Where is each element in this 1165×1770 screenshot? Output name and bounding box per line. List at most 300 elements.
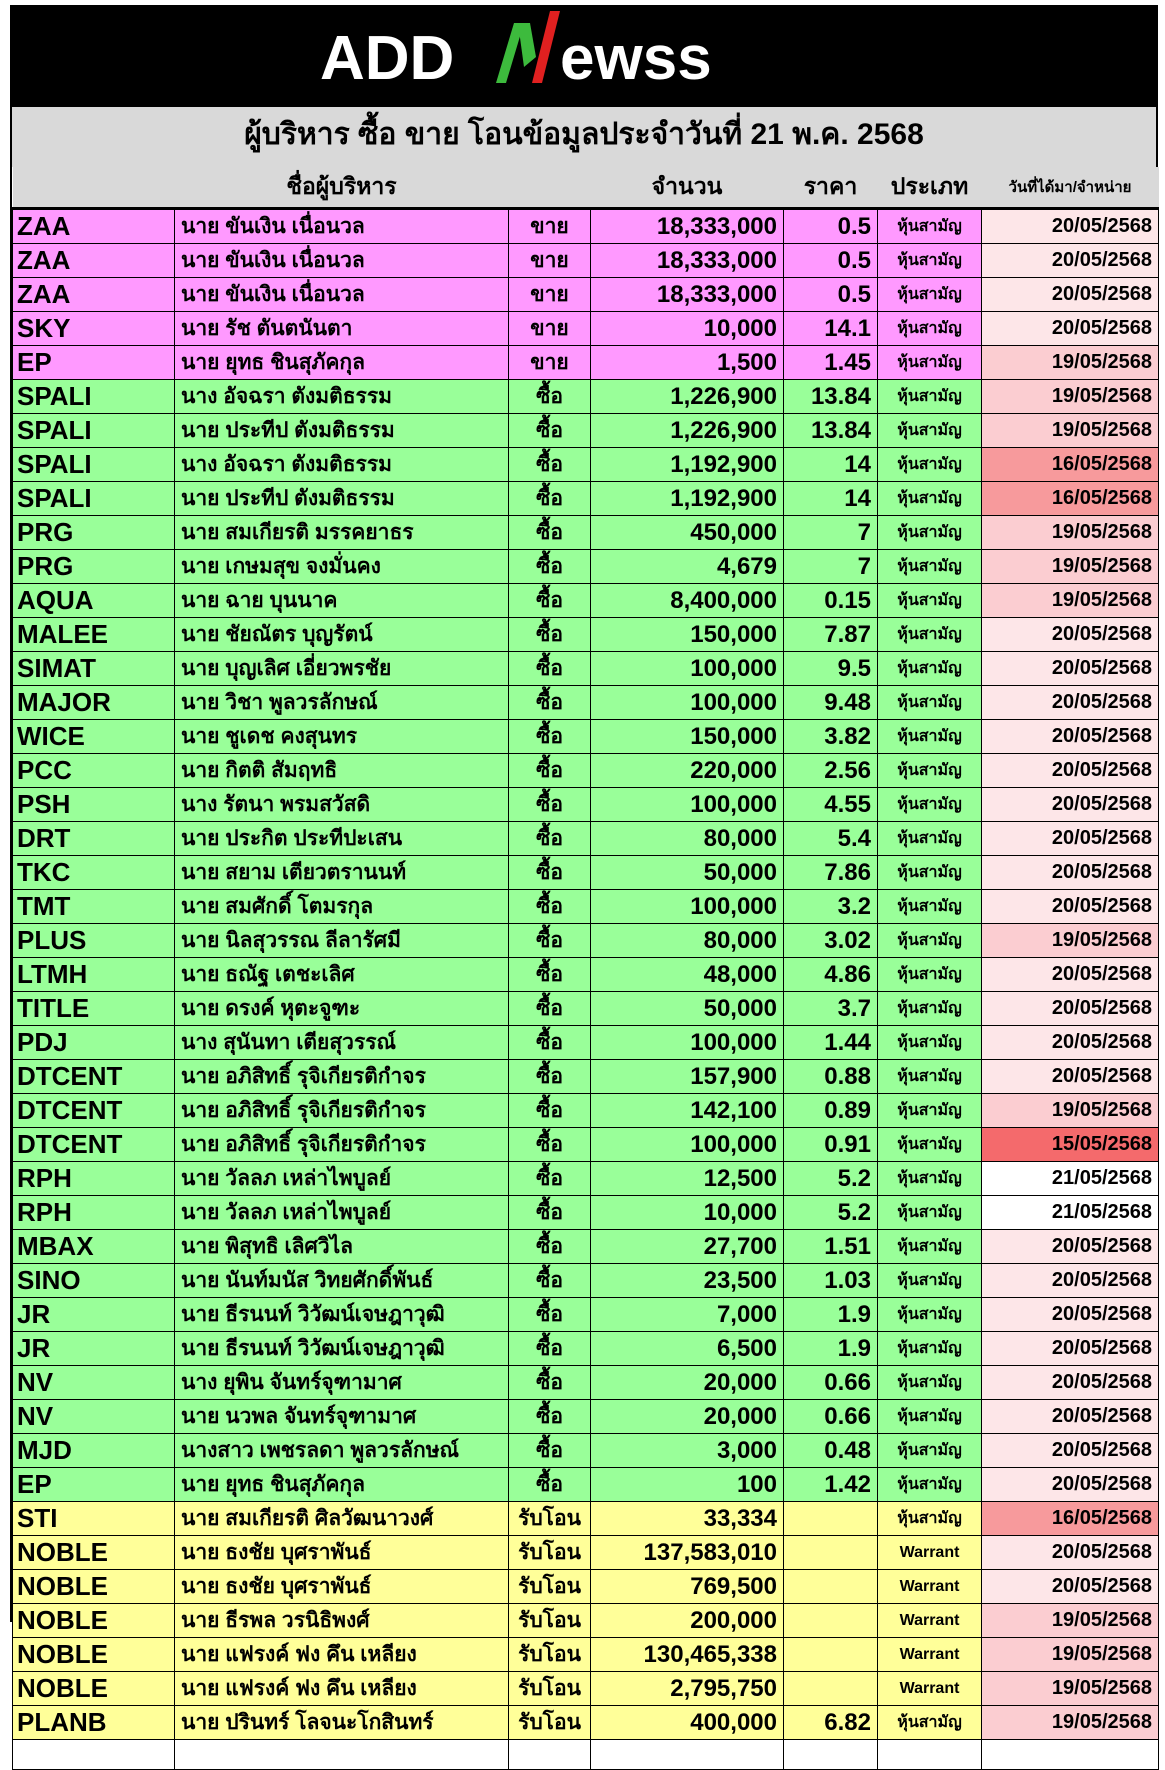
name-cell: นาย ธีรนนท์ วิวัฒน์เจษฎาวุฒิ	[175, 1298, 509, 1332]
volume-cell: 80,000	[591, 924, 784, 958]
price-cell: 9.5	[784, 652, 878, 686]
date-cell: 20/05/2568	[982, 788, 1159, 822]
symbol-cell: NV	[13, 1400, 175, 1434]
volume-cell: 100,000	[591, 652, 784, 686]
type-cell: หุ้นสามัญ	[878, 584, 982, 618]
volume-cell: 18,333,000	[591, 244, 784, 278]
volume-cell: 769,500	[591, 1570, 784, 1604]
symbol-cell: RPH	[13, 1162, 175, 1196]
volume-cell: 137,583,010	[591, 1536, 784, 1570]
price-cell: 0.15	[784, 584, 878, 618]
action-cell: ซื้อ	[509, 1434, 591, 1468]
table-row	[13, 1060, 1159, 1094]
table-row	[13, 720, 1159, 754]
name-cell: นาย วิชา พูลวรลักษณ์	[175, 686, 509, 720]
symbol-cell: TKC	[13, 856, 175, 890]
type-cell: Warrant	[878, 1536, 982, 1570]
price-cell: 0.5	[784, 278, 878, 312]
type-cell: หุ้นสามัญ	[878, 380, 982, 414]
table-row	[13, 618, 1159, 652]
action-cell: ซื้อ	[509, 720, 591, 754]
volume-cell: 50,000	[591, 992, 784, 1026]
name-cell: นาย อภิสิทธิ์ รุจิเกียรติกำจร	[175, 1094, 509, 1128]
name-cell: นาย อภิสิทธิ์ รุจิเกียรติกำจร	[175, 1128, 509, 1162]
name-cell: นาย ดรงค์ หุตะจูฑะ	[175, 992, 509, 1026]
name-cell: นาย อภิสิทธิ์ รุจิเกียรติกำจร	[175, 1060, 509, 1094]
price-cell	[784, 1502, 878, 1536]
table-body	[13, 209, 1159, 1770]
table-row	[13, 1128, 1159, 1162]
insider-trades-table	[12, 167, 1159, 1770]
type-cell: หุ้นสามัญ	[878, 482, 982, 516]
price-cell: 0.66	[784, 1366, 878, 1400]
symbol-cell: EP	[13, 346, 175, 380]
date-cell: 19/05/2568	[982, 550, 1159, 584]
table-row	[13, 550, 1159, 584]
date-cell: 16/05/2568	[982, 482, 1159, 516]
table-row	[13, 1298, 1159, 1332]
price-cell: 7	[784, 550, 878, 584]
date-cell: 20/05/2568	[982, 958, 1159, 992]
date-cell: 20/05/2568	[982, 890, 1159, 924]
action-cell: ซื้อ	[509, 958, 591, 992]
name-cell: นาย สมเกียรติ ศิลวัฒนาวงศ์	[175, 1502, 509, 1536]
action-cell: ซื้อ	[509, 1060, 591, 1094]
volume-cell: 48,000	[591, 958, 784, 992]
date-cell: 19/05/2568	[982, 584, 1159, 618]
table-row	[13, 1332, 1159, 1366]
type-cell: หุ้นสามัญ	[878, 1502, 982, 1536]
action-cell: ซื้อ	[509, 1094, 591, 1128]
price-cell	[784, 1638, 878, 1672]
date-cell: 20/05/2568	[982, 856, 1159, 890]
type-cell: หุ้นสามัญ	[878, 856, 982, 890]
symbol-cell: PLANB	[13, 1706, 175, 1740]
symbol-cell	[13, 1740, 175, 1770]
volume-cell: 23,500	[591, 1264, 784, 1298]
name-cell: นาย สมศักดิ์ โตมรกุล	[175, 890, 509, 924]
table-row	[13, 890, 1159, 924]
table-row	[13, 924, 1159, 958]
volume-cell: 100,000	[591, 1026, 784, 1060]
brand-logo-text-add: ADD	[320, 24, 455, 93]
action-cell: รับโอน	[509, 1706, 591, 1740]
table-row	[13, 516, 1159, 550]
symbol-cell: JR	[13, 1332, 175, 1366]
price-cell: 3.82	[784, 720, 878, 754]
name-cell: นาง รัตนา พรมสวัสดิ	[175, 788, 509, 822]
type-cell: Warrant	[878, 1672, 982, 1706]
type-cell: หุ้นสามัญ	[878, 788, 982, 822]
volume-cell: 142,100	[591, 1094, 784, 1128]
type-cell: หุ้นสามัญ	[878, 312, 982, 346]
volume-cell	[591, 1740, 784, 1770]
table-row	[13, 584, 1159, 618]
name-cell: นาง อัจฉรา ตังมติธรรม	[175, 448, 509, 482]
type-cell: หุ้นสามัญ	[878, 754, 982, 788]
volume-cell: 6,500	[591, 1332, 784, 1366]
type-cell: หุ้นสามัญ	[878, 1468, 982, 1502]
type-cell: หุ้นสามัญ	[878, 278, 982, 312]
action-cell: ซื้อ	[509, 618, 591, 652]
date-cell	[982, 1740, 1159, 1770]
table-row	[13, 1264, 1159, 1298]
date-cell: 19/05/2568	[982, 346, 1159, 380]
date-cell: 20/05/2568	[982, 1570, 1159, 1604]
symbol-cell: SIMAT	[13, 652, 175, 686]
volume-cell: 1,192,900	[591, 448, 784, 482]
date-cell: 21/05/2568	[982, 1196, 1159, 1230]
date-cell: 20/05/2568	[982, 1468, 1159, 1502]
volume-cell: 1,500	[591, 346, 784, 380]
action-cell: ซื้อ	[509, 1332, 591, 1366]
type-cell: Warrant	[878, 1638, 982, 1672]
type-cell	[878, 1740, 982, 1770]
action-cell: ขาย	[509, 209, 591, 244]
volume-cell: 20,000	[591, 1366, 784, 1400]
price-cell: 13.84	[784, 414, 878, 448]
action-cell: ขาย	[509, 312, 591, 346]
volume-cell: 100,000	[591, 1128, 784, 1162]
name-cell: นาย วัลลภ เหล่าไพบูลย์	[175, 1162, 509, 1196]
volume-cell: 10,000	[591, 312, 784, 346]
name-cell: นาย ชูเดช คงสุนทร	[175, 720, 509, 754]
type-cell: หุ้นสามัญ	[878, 550, 982, 584]
date-cell: 19/05/2568	[982, 414, 1159, 448]
action-cell: รับโอน	[509, 1570, 591, 1604]
action-cell	[509, 1740, 591, 1770]
price-cell	[784, 1536, 878, 1570]
action-cell: ซื้อ	[509, 414, 591, 448]
date-cell: 19/05/2568	[982, 1604, 1159, 1638]
type-cell: หุ้นสามัญ	[878, 1026, 982, 1060]
symbol-cell: NOBLE	[13, 1570, 175, 1604]
type-cell: หุ้นสามัญ	[878, 414, 982, 448]
name-cell: นาย ปรินทร์ โลจนะโกสินทร์	[175, 1706, 509, 1740]
type-cell: หุ้นสามัญ	[878, 992, 982, 1026]
table-row	[13, 482, 1159, 516]
name-cell: นาย รัช ตันตนันตา	[175, 312, 509, 346]
price-cell: 1.51	[784, 1230, 878, 1264]
price-cell: 5.2	[784, 1162, 878, 1196]
name-cell	[175, 1740, 509, 1770]
volume-cell: 1,192,900	[591, 482, 784, 516]
symbol-cell: PSH	[13, 788, 175, 822]
symbol-cell: DTCENT	[13, 1060, 175, 1094]
action-cell: รับโอน	[509, 1502, 591, 1536]
type-cell: Warrant	[878, 1604, 982, 1638]
price-cell: 0.89	[784, 1094, 878, 1128]
action-cell: รับโอน	[509, 1672, 591, 1706]
name-cell: นาย ขันเงิน เนื่อนวล	[175, 278, 509, 312]
symbol-cell: SPALI	[13, 380, 175, 414]
date-cell: 19/05/2568	[982, 1706, 1159, 1740]
type-cell: Warrant	[878, 1570, 982, 1604]
table-row	[13, 1672, 1159, 1706]
type-cell: หุ้นสามัญ	[878, 244, 982, 278]
date-cell: 20/05/2568	[982, 992, 1159, 1026]
name-cell: นาย วัลลภ เหล่าไพบูลย์	[175, 1196, 509, 1230]
table-row	[13, 1468, 1159, 1502]
name-cell: นาย ยุทธ ชินสุภัคกุล	[175, 346, 509, 380]
date-cell: 20/05/2568	[982, 1332, 1159, 1366]
symbol-cell: MAJOR	[13, 686, 175, 720]
price-cell: 1.42	[784, 1468, 878, 1502]
price-cell: 3.7	[784, 992, 878, 1026]
price-cell	[784, 1604, 878, 1638]
volume-cell: 100,000	[591, 890, 784, 924]
symbol-cell: SPALI	[13, 448, 175, 482]
header-name: ชื่อผู้บริหาร	[175, 167, 509, 209]
price-cell: 1.45	[784, 346, 878, 380]
brand-logo-text-ewss: ewss	[560, 24, 712, 93]
symbol-cell: EP	[13, 1468, 175, 1502]
volume-cell: 3,000	[591, 1434, 784, 1468]
volume-cell: 200,000	[591, 1604, 784, 1638]
action-cell: ซื้อ	[509, 1162, 591, 1196]
name-cell: นาย ประทีป ตังมติธรรม	[175, 414, 509, 448]
type-cell: หุ้นสามัญ	[878, 1298, 982, 1332]
action-cell: ซื้อ	[509, 856, 591, 890]
type-cell: หุ้นสามัญ	[878, 1094, 982, 1128]
volume-cell: 12,500	[591, 1162, 784, 1196]
type-cell: หุ้นสามัญ	[878, 1400, 982, 1434]
name-cell: นาย ขันเงิน เนื่อนวล	[175, 209, 509, 244]
type-cell: หุ้นสามัญ	[878, 516, 982, 550]
type-cell: หุ้นสามัญ	[878, 1128, 982, 1162]
name-cell: นาง ยุพิน จันทร์จุฑามาศ	[175, 1366, 509, 1400]
price-cell: 0.88	[784, 1060, 878, 1094]
price-cell: 14	[784, 482, 878, 516]
date-cell: 16/05/2568	[982, 448, 1159, 482]
header-symbol	[13, 167, 175, 209]
action-cell: ซื้อ	[509, 1128, 591, 1162]
date-cell: 20/05/2568	[982, 1060, 1159, 1094]
table-row	[13, 1400, 1159, 1434]
symbol-cell: MBAX	[13, 1230, 175, 1264]
volume-cell: 100,000	[591, 686, 784, 720]
name-cell: นาย ธณัฐ เตชะเลิศ	[175, 958, 509, 992]
table-row	[13, 652, 1159, 686]
volume-cell: 150,000	[591, 720, 784, 754]
type-cell: หุ้นสามัญ	[878, 890, 982, 924]
table-row	[13, 1706, 1159, 1740]
price-cell: 3.2	[784, 890, 878, 924]
symbol-cell: PRG	[13, 516, 175, 550]
name-cell: นางสาว เพชรลดา พูลวรลักษณ์	[175, 1434, 509, 1468]
volume-cell: 18,333,000	[591, 209, 784, 244]
price-cell	[784, 1570, 878, 1604]
symbol-cell: SINO	[13, 1264, 175, 1298]
action-cell: ซื้อ	[509, 924, 591, 958]
price-cell: 4.55	[784, 788, 878, 822]
name-cell: นาย บุญเลิศ เอี่ยวพรชัย	[175, 652, 509, 686]
type-cell: หุ้นสามัญ	[878, 209, 982, 244]
name-cell: นาง อัจฉรา ตังมติธรรม	[175, 380, 509, 414]
action-cell: รับโอน	[509, 1536, 591, 1570]
symbol-cell: SKY	[13, 312, 175, 346]
name-cell: นาย ธงชัย บุศราพันธ์	[175, 1536, 509, 1570]
date-cell: 19/05/2568	[982, 1094, 1159, 1128]
date-cell: 19/05/2568	[982, 924, 1159, 958]
action-cell: ขาย	[509, 244, 591, 278]
name-cell: นาย ประกิต ประทีปะเสน	[175, 822, 509, 856]
symbol-cell: AQUA	[13, 584, 175, 618]
table-header-row	[13, 167, 1159, 209]
price-cell	[784, 1672, 878, 1706]
price-cell: 1.9	[784, 1332, 878, 1366]
action-cell: ซื้อ	[509, 1366, 591, 1400]
symbol-cell: NOBLE	[13, 1672, 175, 1706]
type-cell: หุ้นสามัญ	[878, 1060, 982, 1094]
table-row	[13, 754, 1159, 788]
name-cell: นาย สมเกียรติ มรรคยาธร	[175, 516, 509, 550]
symbol-cell: TITLE	[13, 992, 175, 1026]
type-cell: หุ้นสามัญ	[878, 1196, 982, 1230]
price-cell: 14.1	[784, 312, 878, 346]
volume-cell: 18,333,000	[591, 278, 784, 312]
table-row	[13, 209, 1159, 244]
date-cell: 20/05/2568	[982, 312, 1159, 346]
name-cell: นาย นันท์มนัส วิทยศักดิ์พันธ์	[175, 1264, 509, 1298]
type-cell: หุ้นสามัญ	[878, 958, 982, 992]
volume-cell: 4,679	[591, 550, 784, 584]
type-cell: หุ้นสามัญ	[878, 822, 982, 856]
type-cell: หุ้นสามัญ	[878, 686, 982, 720]
symbol-cell: TMT	[13, 890, 175, 924]
date-cell: 20/05/2568	[982, 209, 1159, 244]
volume-cell: 7,000	[591, 1298, 784, 1332]
table-row	[13, 1094, 1159, 1128]
symbol-cell: ZAA	[13, 278, 175, 312]
type-cell: หุ้นสามัญ	[878, 1706, 982, 1740]
action-cell: ซื้อ	[509, 1230, 591, 1264]
table-row	[13, 244, 1159, 278]
price-cell: 13.84	[784, 380, 878, 414]
table-row	[13, 312, 1159, 346]
price-cell: 7.86	[784, 856, 878, 890]
table-row	[13, 1604, 1159, 1638]
symbol-cell: NV	[13, 1366, 175, 1400]
volume-cell: 50,000	[591, 856, 784, 890]
volume-cell: 80,000	[591, 822, 784, 856]
header-type: ประเภท	[878, 167, 982, 209]
symbol-cell: PLUS	[13, 924, 175, 958]
table-row	[13, 1536, 1159, 1570]
date-cell: 20/05/2568	[982, 618, 1159, 652]
table-row	[13, 958, 1159, 992]
table-row	[13, 278, 1159, 312]
price-cell: 1.9	[784, 1298, 878, 1332]
price-cell: 9.48	[784, 686, 878, 720]
symbol-cell: NOBLE	[13, 1638, 175, 1672]
price-cell: 4.86	[784, 958, 878, 992]
volume-cell: 450,000	[591, 516, 784, 550]
price-cell: 2.56	[784, 754, 878, 788]
volume-cell: 8,400,000	[591, 584, 784, 618]
name-cell: นาย ขันเงิน เนื่อนวล	[175, 244, 509, 278]
table-row	[13, 1740, 1159, 1770]
report-title: ผู้บริหาร ซื้อ ขาย โอนข้อมูลประจำวันที่ 21 พ.ค. 2568	[244, 118, 924, 151]
date-cell: 21/05/2568	[982, 1162, 1159, 1196]
price-cell: 0.5	[784, 209, 878, 244]
symbol-cell: ZAA	[13, 244, 175, 278]
action-cell: ขาย	[509, 346, 591, 380]
date-cell: 20/05/2568	[982, 1264, 1159, 1298]
table-row	[13, 1502, 1159, 1536]
action-cell: ซื้อ	[509, 754, 591, 788]
report-title-bar	[12, 105, 1156, 167]
volume-cell: 2,795,750	[591, 1672, 784, 1706]
table-row	[13, 992, 1159, 1026]
brand-logo	[12, 7, 1156, 105]
date-cell: 20/05/2568	[982, 754, 1159, 788]
table-row	[13, 1638, 1159, 1672]
price-cell	[784, 1740, 878, 1770]
symbol-cell: PRG	[13, 550, 175, 584]
name-cell: นาย แฟรงค์ ฟง คึน เหลียง	[175, 1672, 509, 1706]
symbol-cell: LTMH	[13, 958, 175, 992]
type-cell: หุ้นสามัญ	[878, 618, 982, 652]
price-cell: 1.03	[784, 1264, 878, 1298]
action-cell: ซื้อ	[509, 652, 591, 686]
action-cell: ซื้อ	[509, 1468, 591, 1502]
volume-cell: 100,000	[591, 788, 784, 822]
type-cell: หุ้นสามัญ	[878, 1366, 982, 1400]
type-cell: หุ้นสามัญ	[878, 1264, 982, 1298]
type-cell: หุ้นสามัญ	[878, 1230, 982, 1264]
type-cell: หุ้นสามัญ	[878, 448, 982, 482]
symbol-cell: DTCENT	[13, 1128, 175, 1162]
date-cell: 20/05/2568	[982, 1434, 1159, 1468]
type-cell: หุ้นสามัญ	[878, 1162, 982, 1196]
volume-cell: 100	[591, 1468, 784, 1502]
price-cell: 7	[784, 516, 878, 550]
date-cell: 19/05/2568	[982, 516, 1159, 550]
action-cell: ซื้อ	[509, 516, 591, 550]
date-cell: 20/05/2568	[982, 1298, 1159, 1332]
name-cell: นาย นิลสุวรรณ ลีลารัศมี	[175, 924, 509, 958]
date-cell: 20/05/2568	[982, 278, 1159, 312]
volume-cell: 220,000	[591, 754, 784, 788]
name-cell: นาย ธีรนนท์ วิวัฒน์เจษฎาวุฒิ	[175, 1332, 509, 1366]
header-volume: จำนวน	[591, 167, 784, 209]
action-cell: ซื้อ	[509, 1196, 591, 1230]
name-cell: นาย พิสุทธิ เลิศวิไล	[175, 1230, 509, 1264]
volume-cell: 10,000	[591, 1196, 784, 1230]
volume-cell: 27,700	[591, 1230, 784, 1264]
price-cell: 14	[784, 448, 878, 482]
type-cell: หุ้นสามัญ	[878, 652, 982, 686]
symbol-cell: DTCENT	[13, 1094, 175, 1128]
action-cell: ซื้อ	[509, 448, 591, 482]
price-cell: 0.5	[784, 244, 878, 278]
type-cell: หุ้นสามัญ	[878, 1332, 982, 1366]
table-row	[13, 788, 1159, 822]
symbol-cell: RPH	[13, 1196, 175, 1230]
name-cell: นาย นวพล จันทร์จุฑามาศ	[175, 1400, 509, 1434]
header-date: วันที่ได้มา/จำหน่าย	[982, 167, 1159, 209]
action-cell: ซื้อ	[509, 890, 591, 924]
date-cell: 20/05/2568	[982, 822, 1159, 856]
action-cell: ซื้อ	[509, 550, 591, 584]
action-cell: ซื้อ	[509, 482, 591, 516]
symbol-cell: PCC	[13, 754, 175, 788]
table-row	[13, 1026, 1159, 1060]
name-cell: นาย ชัยณัตร บุญรัตน์	[175, 618, 509, 652]
symbol-cell: WICE	[13, 720, 175, 754]
name-cell: นาง สุนันทา เตียสุวรรณ์	[175, 1026, 509, 1060]
